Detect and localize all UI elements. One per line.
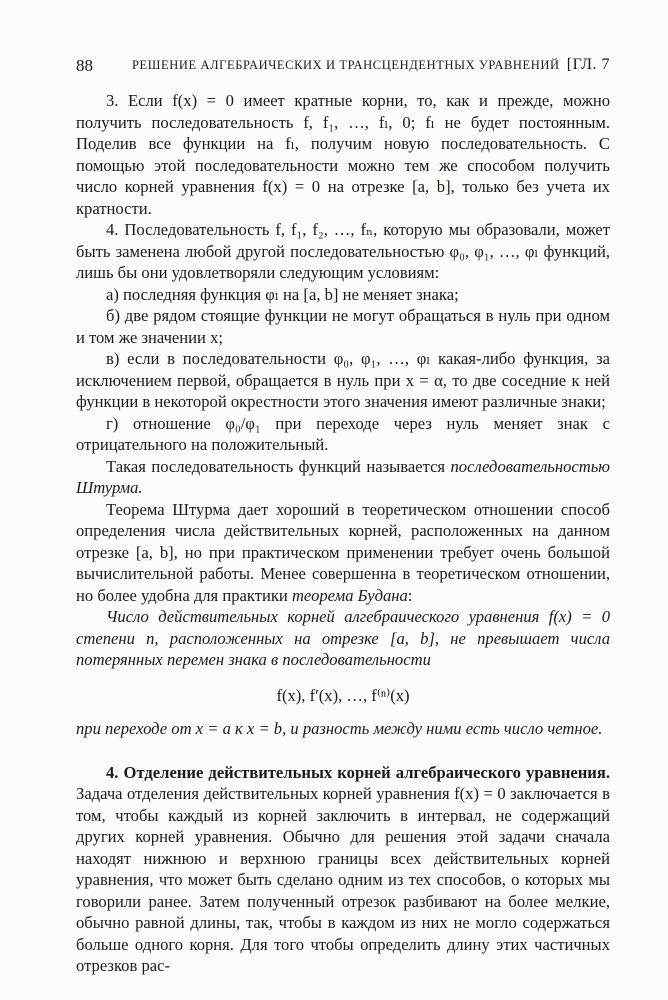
paragraph-item-3: 3. Если f(x) = 0 имеет кратные корни, то, как и прежде, можно получить последовательность f, f₁, …, fₗ, 0; fₗ не будет постоянным. Поделив все функции на fₗ, получим новую последовательность. С помощью этой последовательности можно тем же способом получить число корней уравнения f(x) = 0 на отрезке [a, b], только без учета их кратности. (76, 91, 610, 218)
sturm-definition (76, 456, 610, 499)
chapter-marker: [ГЛ. 7 (566, 56, 610, 73)
paragraph-item-4: 4. Последовательность f, f₁, f₂, …, fₙ, которую мы образовали, может быть заменена любой другой последовательностью φ₀, φ₁, …, φₗ функций, лишь бы они удовлетворяли следующим условиям: (76, 220, 610, 282)
budan-term: теорема Будана (291, 585, 408, 605)
page-header (76, 56, 610, 80)
section-title: 4. Отделение действительных корней алгебраического уравнения. (106, 762, 610, 782)
budan-theorem: Число действительных корней алгебраического уравнения f(x) = 0 степени n, расположенных на отрезке [a, b], не превышает числа потерянных перемен знака в последовательности (76, 607, 610, 669)
condition-a: а) последняя функция φₗ на [a, b] не меняет знака; (106, 284, 459, 304)
page-body (76, 90, 610, 977)
budan-theorem-end: при переходе от x = a к x = b, и разность между ними есть число четное. (76, 719, 603, 738)
derivative-sequence-formula: f(x), f′(x), …, f⁽ⁿ⁾(x) (276, 685, 410, 705)
budan-colon: : (407, 585, 413, 605)
condition-b: б) две рядом стоящие функции не могут обращаться в нуль при одном и том же значении x; (76, 306, 610, 347)
condition-g: г) отношение φ₀/φ₁ при переходе через нуль меняет знак с отрицательного на положительный. (76, 413, 610, 454)
running-title: РЕШЕНИЕ АЛГЕБРАИЧЕСКИХ И ТРАНСЦЕНДЕНТНЫХ УРАВНЕНИЙ (132, 58, 560, 72)
page-number: 88 (76, 56, 93, 75)
condition-v: в) если в последовательности φ₀, φ₁, …, φₗ какая-либо функция, за исключением первой, обращается в нуль при x = α, то две соседние к ней функции в некоторой окрестности этого значения имеют различные знаки; (76, 349, 610, 411)
section-text: Задача отделения действительных корней уравнения f(x) = 0 заключается в том, чтобы каждый из корней заключить в интервал, не содержащий других корней уравнения. Обычно для решения этой задачи сначала находят нижнюю и верхнюю границы всех действительных корней уравнения, что может быть сделано одним из тех способов, о которых мы говорили ранее. Затем полученный отрезок разбивают на более мелкие, обычно равной длины, так, чтобы в каждом из них не могло содержаться больше одного корня. Для того чтобы определить длину этих частичных отрезков рас- (76, 784, 610, 975)
budan-intro (76, 499, 610, 607)
budan-text: Теорема Штурма дает хороший в теоретическом отношении способ определения числа действительных корней, расположенных на данном отрезке [a, b], но при практическом применении требует очень большой вычислительной работы. Менее совершенна в теоретическом отношении, но более удобна для практики (76, 499, 610, 605)
sturm-term: последовательностью Штурма. (76, 456, 610, 497)
sturm-text: Такая последовательность функций называется (106, 456, 451, 476)
section-4 (76, 762, 610, 977)
